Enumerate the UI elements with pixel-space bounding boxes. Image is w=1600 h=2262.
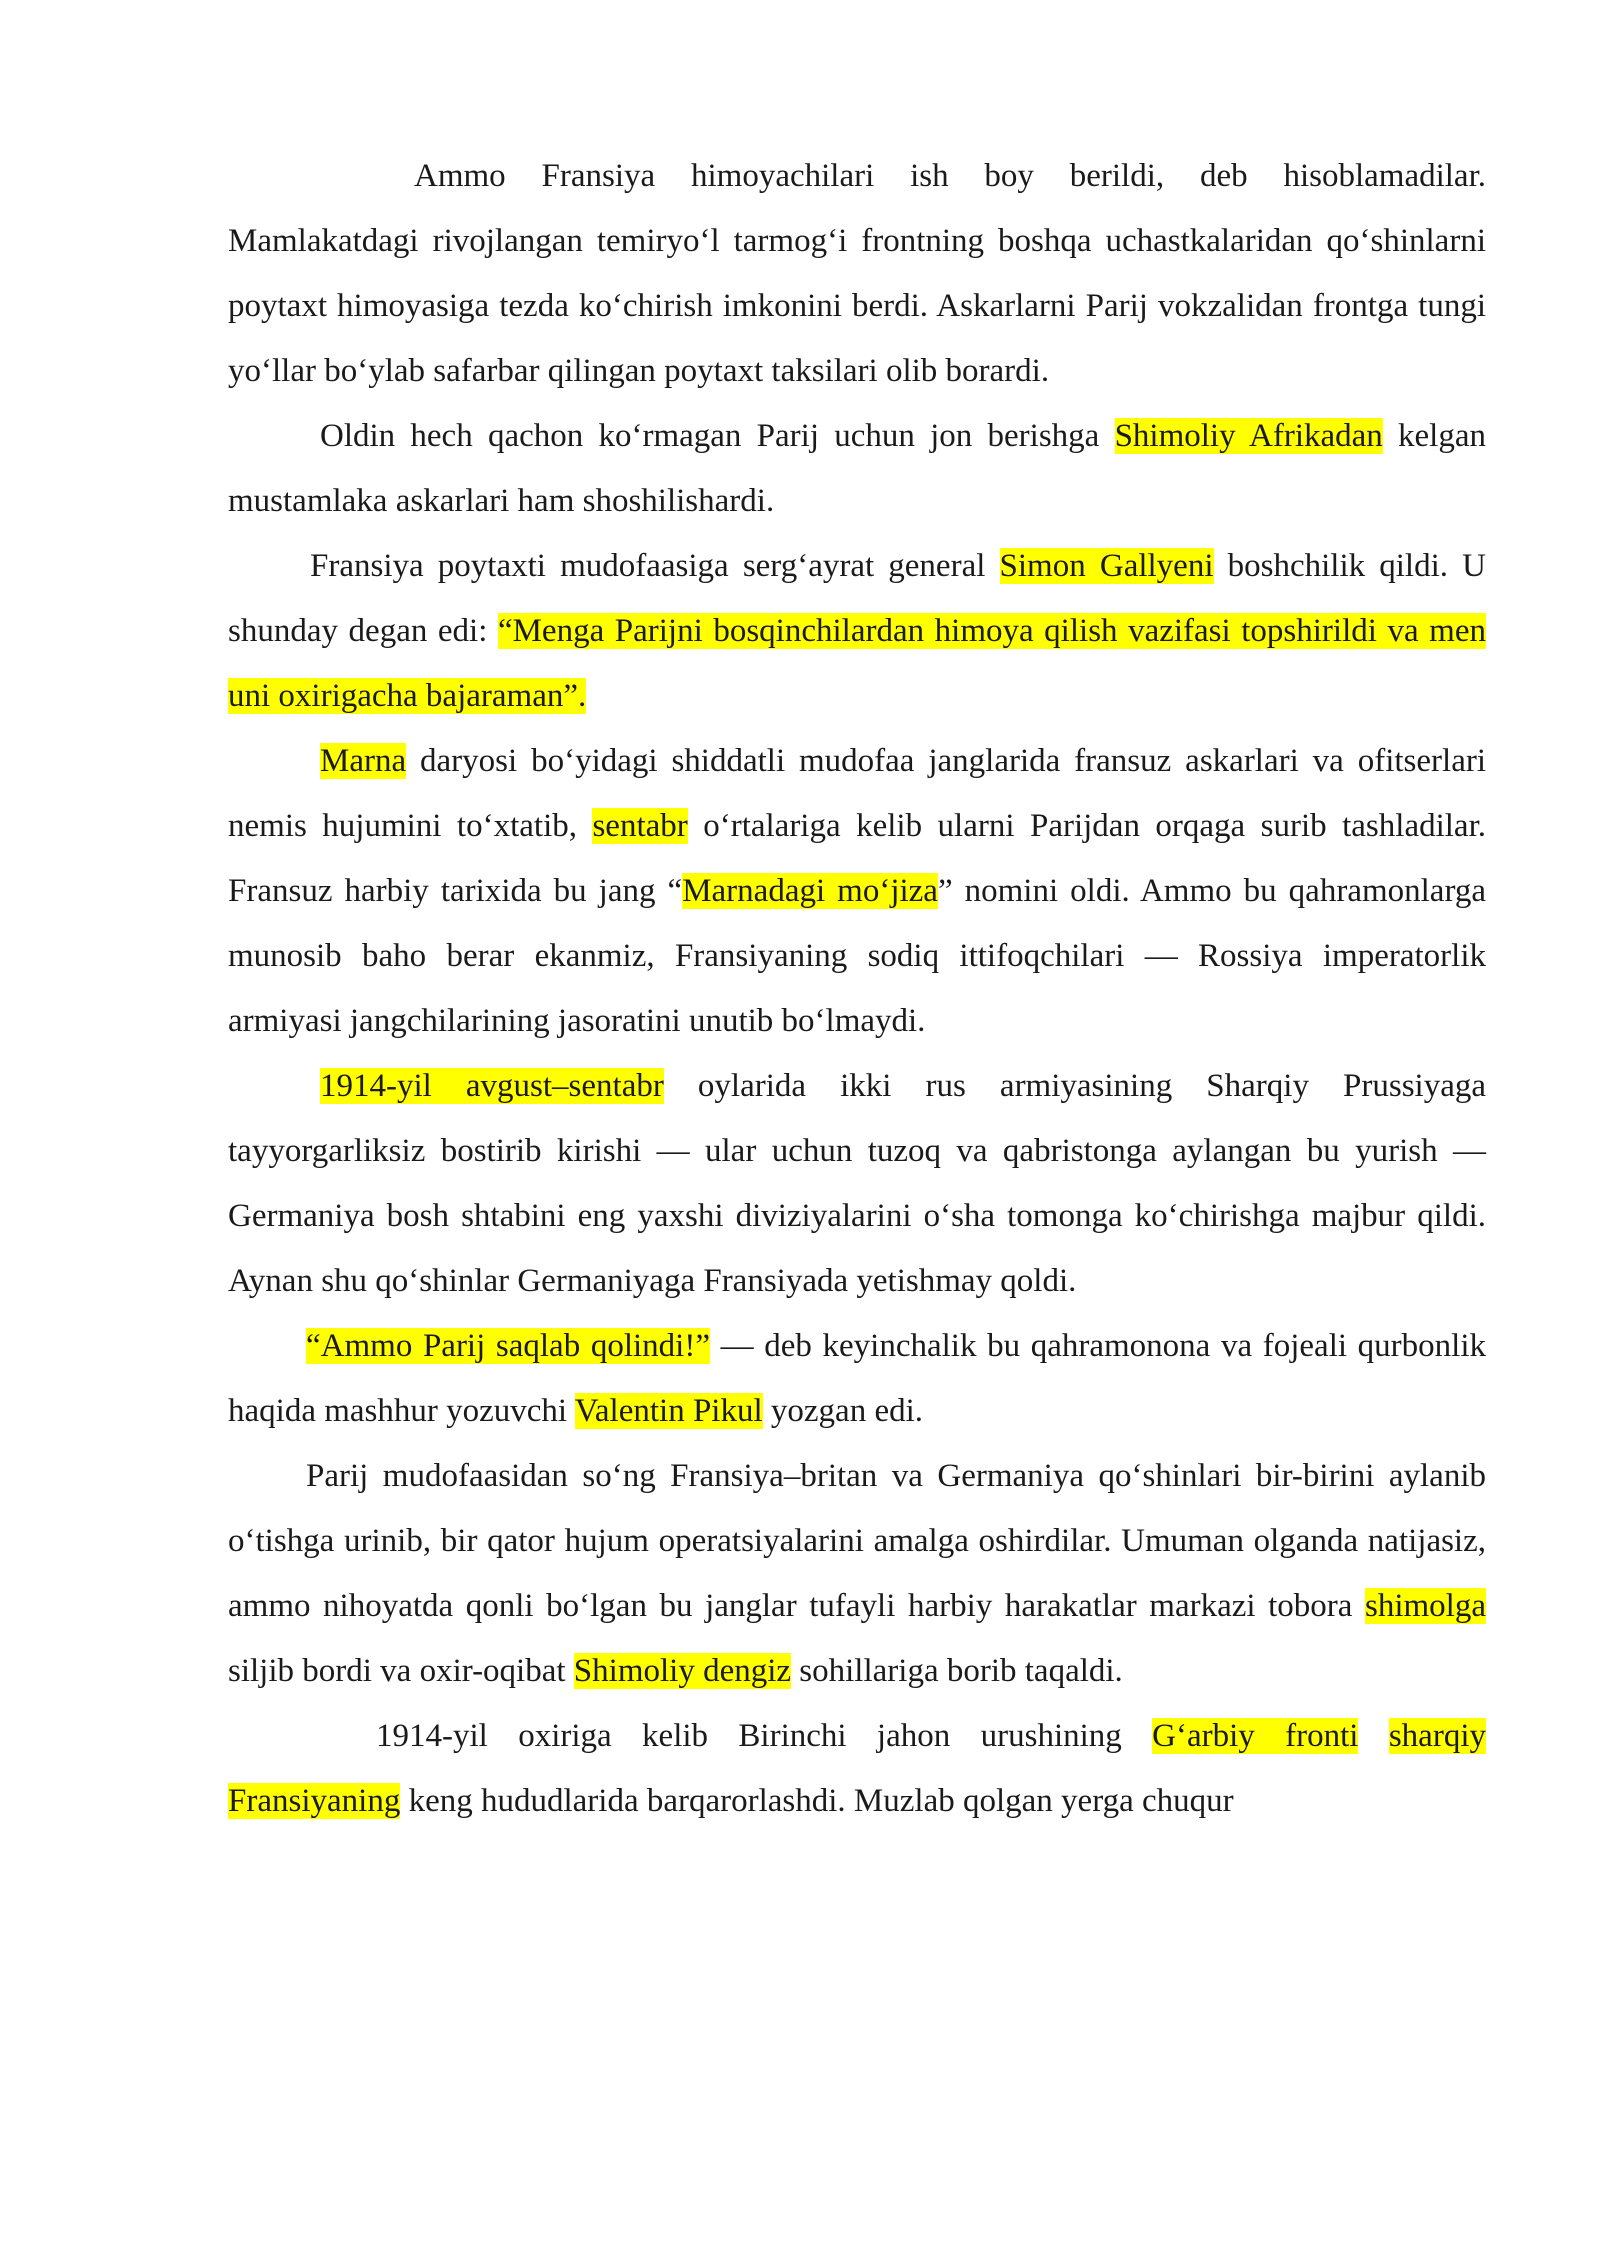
text-segment: yozgan edi. [762,1393,924,1429]
highlighted-text: “Menga Parijni bosqinchilardan himoya qilish vazifasi topshirildi va men uni oxirigacha bajaraman”. [228,613,1486,714]
text-segment: Oldin hech qachon ko‘rmagan Parij uchun jon berishga [320,418,1115,454]
paragraph-7 [228,1444,1486,1704]
text-segment [1358,1718,1388,1754]
highlighted-text: Marna [320,743,407,779]
paragraph-4 [228,729,1486,1054]
paragraph-1 [228,144,1486,404]
text-segment: siljib bordi va oxir-oqibat [228,1653,574,1689]
text-segment: Ammo Fransiya himoyachilari ish boy berildi, deb hisoblamadilar. Mamlakatdagi rivojlangan temiryo‘l tarmog‘i frontning boshqa uchastkalaridan qo‘shinlarni poytaxt himoyasiga tezda ko‘chirish imkonini berdi. Askarlarni Parij vokzalidan frontga tungi yo‘llar bo‘ylab safarbar qilingan poytaxt taksilari olib borardi. [228,158,1486,389]
text-segment: daryosi bo‘yidagi shiddatli mudofaa janglarida fransuz askarlari va ofitserlari nemis hujumini to‘xtatib, [228,743,1486,844]
highlighted-text: “Ammo Parij saqlab qolindi!” [306,1328,710,1364]
highlighted-text: Shimoliy dengiz [573,1653,792,1689]
highlighted-text: Marnadagi mo‘jiza [682,873,938,909]
text-segment: o‘rtalariga kelib ularni Parijdan orqaga surib tashladilar. Fransuz harbiy tarixida bu jang “ [228,808,1486,909]
paragraph-3 [228,534,1486,729]
text-segment: Fransiya poytaxti mudofaasiga serg‘ayrat general [310,548,1000,584]
text-segment: kelgan mustamlaka askarlari ham shoshilishardi. [228,418,1486,519]
highlighted-text: Valentin Pikul [574,1393,763,1429]
paragraph-5 [228,1054,1486,1314]
highlighted-text: Shimoliy Afrikadan [1114,418,1383,454]
text-segment: Parij mudofaasidan so‘ng Fransiya–britan va Germaniya qo‘shinlari bir-birini aylanib o‘tishga urinib, bir qator hujum operatsiyalarini amalga oshirdilar. Umuman olganda natijasiz, ammo nihoyatda qonli bo‘lgan bu janglar tufayli harbiy harakatlar markazi tobora [228,1458,1486,1624]
highlighted-text: sentabr [592,808,688,844]
paragraph-2 [228,404,1486,534]
highlighted-text: shimolga [1365,1588,1486,1624]
highlighted-text: Simon Gallyeni [999,548,1214,584]
document-page [228,144,1486,1834]
highlighted-text: sharqiy Fransiyaning [228,1718,1486,1819]
text-segment: — deb keyinchalik bu qahramonona va fojeali qurbonlik haqida mashhur yozuvchi [228,1328,1486,1429]
text-segment: boshchilik qildi. U shunday degan edi: [228,548,1486,649]
text-segment: keng hududlarida barqarorlashdi. Muzlab qolgan yerga chuqur [400,1783,1234,1819]
text-segment: sohillariga borib taqaldi. [791,1653,1123,1689]
paragraph-6 [228,1314,1486,1444]
text-segment: ” nomini oldi. Ammo bu qahramonlarga munosib baho berar ekanmiz, Fransiyaning sodiq ittifoqchilari — Rossiya imperatorlik armiyasi jangchilarining jasoratini unutib bo‘lmaydi. [228,873,1486,1039]
highlighted-text: G‘arbiy fronti [1152,1718,1359,1754]
text-segment: oylarida ikki rus armiyasining Sharqiy Prussiyaga tayyorgarliksiz bostirib kirishi — ular uchun tuzoq va qabristonga aylangan bu yurish — Germaniya bosh shtabini eng yaxshi diviziyalarini o‘sha tomonga ko‘chirishga majbur qildi. Aynan shu qo‘shinlar Germaniyaga Fransiyada yetishmay qoldi. [228,1068,1486,1299]
paragraph-8 [228,1704,1486,1834]
text-segment: 1914-yil oxiriga kelib Birinchi jahon urushining [376,1718,1153,1754]
highlighted-text: 1914-yil avgust–sentabr [320,1068,664,1104]
